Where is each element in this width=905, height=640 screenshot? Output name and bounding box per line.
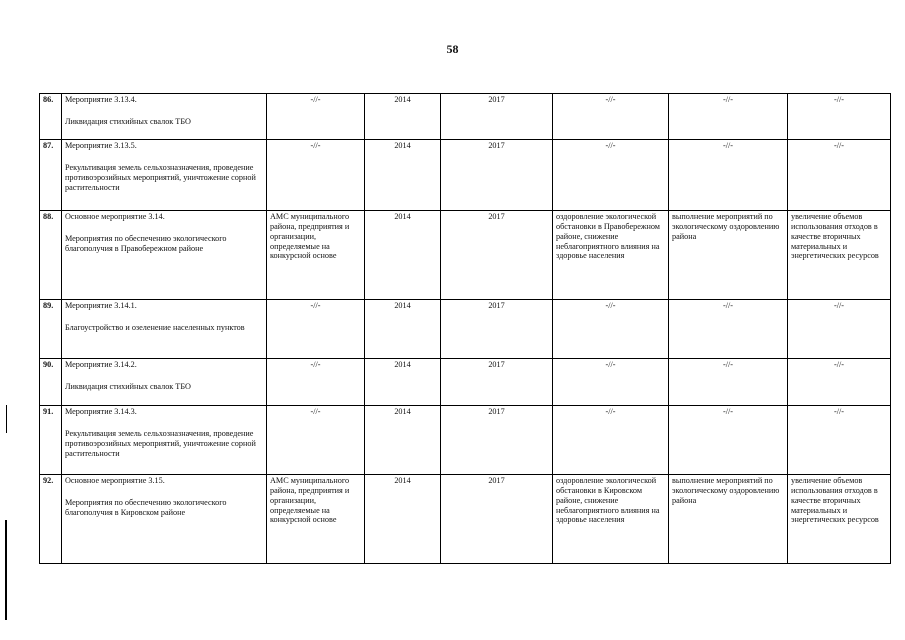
table-row xyxy=(40,140,891,211)
page-number: 58 xyxy=(446,42,459,56)
measure-cell xyxy=(62,140,267,211)
indicator-cell: -//- xyxy=(669,359,788,406)
row-number: 87. xyxy=(40,140,62,211)
effect-cell: оздоровление экологической обстановки в Кировском районе, снижение неблагоприятного влияния на здоровье населения xyxy=(553,475,669,564)
end-year-cell: 2017 xyxy=(441,406,553,475)
measure-description: Рекультивация земель сельхозназначения, проведение противоэрозийных мероприятий, уничтожение сорной растительности xyxy=(65,428,256,458)
measure-cell xyxy=(62,211,267,300)
measure-title: Мероприятие 3.13.5. xyxy=(65,141,137,150)
executor-cell: АМС муниципального района, предприятия и организации, определяемые на конкурсной основе xyxy=(267,475,365,564)
row-number: 90. xyxy=(40,359,62,406)
row-number: 91. xyxy=(40,406,62,475)
end-year-cell: 2017 xyxy=(441,211,553,300)
row-number: 88. xyxy=(40,211,62,300)
executor-cell: -//- xyxy=(267,140,365,211)
scan-margin-line xyxy=(6,405,7,433)
end-year-cell: 2017 xyxy=(441,359,553,406)
start-year-cell: 2014 xyxy=(365,94,441,140)
table-row xyxy=(40,211,891,300)
executor-cell: -//- xyxy=(267,94,365,140)
measure-description: Благоустройство и озеленение населенных пунктов xyxy=(65,322,245,332)
effect-cell: -//- xyxy=(553,94,669,140)
measure-description: Ликвидация стихийных свалок ТБО xyxy=(65,116,191,126)
scan-margin-line xyxy=(5,520,7,620)
measure-title: Мероприятие 3.14.2. xyxy=(65,360,137,369)
executor-cell: АМС муниципального района, предприятия и организации, определяемые на конкурсной основе xyxy=(267,211,365,300)
table-row xyxy=(40,406,891,475)
start-year-cell: 2014 xyxy=(365,359,441,406)
measure-cell xyxy=(62,300,267,359)
start-year-cell: 2014 xyxy=(365,211,441,300)
measure-description: Мероприятия по обеспечению экологического благополучия в Правобережном районе xyxy=(65,233,227,253)
result-cell: увеличение объемов использования отходов в качестве вторичных материальных и энергетических ресурсов xyxy=(788,211,891,300)
measures-table xyxy=(39,93,891,564)
start-year-cell: 2014 xyxy=(365,140,441,211)
effect-cell: -//- xyxy=(553,406,669,475)
table-row xyxy=(40,300,891,359)
indicator-cell: выполнение мероприятий по экологическому оздоровлению района xyxy=(669,211,788,300)
measure-title: Мероприятие 3.14.1. xyxy=(65,301,137,310)
end-year-cell: 2017 xyxy=(441,300,553,359)
result-cell: -//- xyxy=(788,359,891,406)
measure-cell xyxy=(62,359,267,406)
measure-title: Основное мероприятие 3.14. xyxy=(65,212,165,221)
measure-title: Основное мероприятие 3.15. xyxy=(65,476,165,485)
row-number: 86. xyxy=(40,94,62,140)
end-year-cell: 2017 xyxy=(441,140,553,211)
measure-description: Ликвидация стихийных свалок ТБО xyxy=(65,381,191,391)
measure-title: Мероприятие 3.14.3. xyxy=(65,407,137,416)
executor-cell: -//- xyxy=(267,300,365,359)
row-number: 89. xyxy=(40,300,62,359)
start-year-cell: 2014 xyxy=(365,475,441,564)
table-row xyxy=(40,359,891,406)
measure-description: Рекультивация земель сельхозназначения, проведение противоэрозийных мероприятий, уничтожение сорной растительности xyxy=(65,162,256,192)
result-cell: -//- xyxy=(788,300,891,359)
row-number: 92. xyxy=(40,475,62,564)
start-year-cell: 2014 xyxy=(365,406,441,475)
measure-cell xyxy=(62,406,267,475)
result-cell: -//- xyxy=(788,406,891,475)
effect-cell: -//- xyxy=(553,359,669,406)
indicator-cell: -//- xyxy=(669,406,788,475)
indicator-cell: -//- xyxy=(669,300,788,359)
indicator-cell: -//- xyxy=(669,94,788,140)
result-cell: -//- xyxy=(788,94,891,140)
result-cell: -//- xyxy=(788,140,891,211)
indicator-cell: выполнение мероприятий по экологическому оздоровлению района xyxy=(669,475,788,564)
result-cell: увеличение объемов использования отходов в качестве вторичных материальных и энергетических ресурсов xyxy=(788,475,891,564)
end-year-cell: 2017 xyxy=(441,94,553,140)
table-row xyxy=(40,475,891,564)
start-year-cell: 2014 xyxy=(365,300,441,359)
measure-title: Мероприятие 3.13.4. xyxy=(65,95,137,104)
end-year-cell: 2017 xyxy=(441,475,553,564)
measure-description: Мероприятия по обеспечению экологического благополучия в Кировском районе xyxy=(65,497,227,517)
measure-cell xyxy=(62,94,267,140)
executor-cell: -//- xyxy=(267,406,365,475)
effect-cell: -//- xyxy=(553,300,669,359)
indicator-cell: -//- xyxy=(669,140,788,211)
measure-cell xyxy=(62,475,267,564)
executor-cell: -//- xyxy=(267,359,365,406)
effect-cell: -//- xyxy=(553,140,669,211)
effect-cell: оздоровление экологической обстановки в Правобережном районе, снижение неблагоприятного влияния на здоровье населения xyxy=(553,211,669,300)
table-row xyxy=(40,94,891,140)
